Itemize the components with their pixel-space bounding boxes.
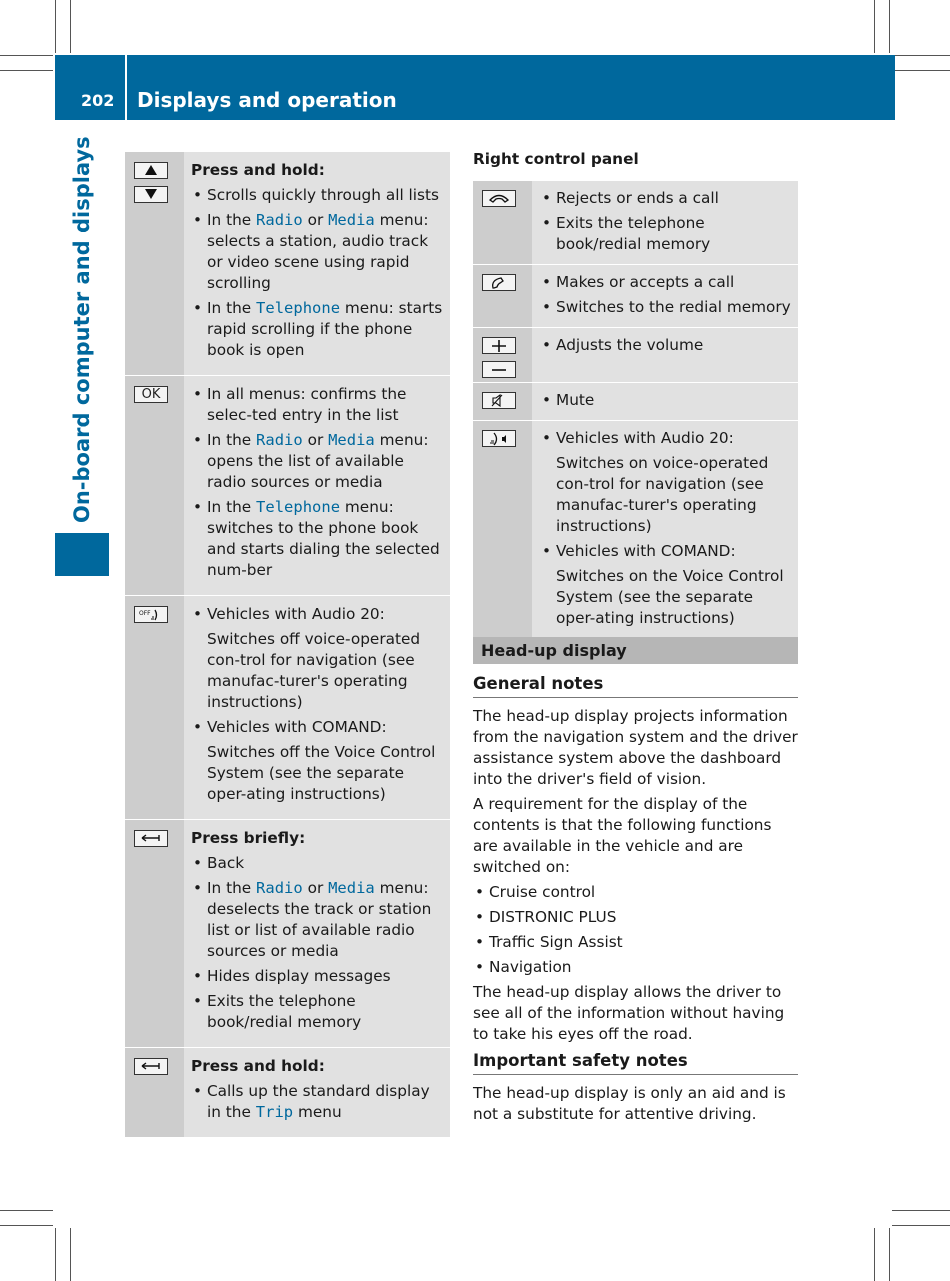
list-item: • Cruise control <box>473 882 801 903</box>
svg-text:OFF: OFF <box>139 610 151 617</box>
crop-mark <box>892 1225 950 1226</box>
row-heading: Press and hold: <box>191 161 325 179</box>
control-row <box>125 596 450 820</box>
list-item: • In all menus: confirms the selec-ted entry in the list <box>191 384 444 426</box>
list-item: • Traffic Sign Assist <box>473 932 801 953</box>
menu-name: Media <box>328 211 375 229</box>
chapter-tab-marker <box>55 533 109 576</box>
bullet-list <box>540 272 792 318</box>
end-call-key-icon <box>482 190 516 207</box>
crop-mark <box>874 0 875 53</box>
key-cell <box>125 1048 184 1137</box>
row-heading: Press briefly: <box>191 829 306 847</box>
bullet-list <box>191 853 444 1033</box>
control-row <box>473 383 798 421</box>
ok-key-icon: OK <box>134 386 168 403</box>
key-cell <box>125 596 184 819</box>
description-cell <box>184 376 450 595</box>
crop-mark <box>0 55 53 56</box>
paragraph: The head-up display is only an aid and is not a substitute for attentive driving. <box>473 1084 786 1123</box>
menu-name: Radio <box>256 211 303 229</box>
general-notes-heading: General notes <box>473 674 798 698</box>
safety-body <box>473 1083 801 1129</box>
list-item: • Exits the telephone book/redial memory <box>540 213 792 255</box>
key-cell <box>125 152 184 375</box>
crop-mark <box>70 1228 71 1281</box>
list-item: • In the Radio or Media menu: opens the list of available radio sources or media <box>191 430 444 493</box>
list-item: • Adjusts the volume <box>540 335 792 356</box>
back-key-icon <box>134 1058 168 1075</box>
menu-name: Media <box>328 431 375 449</box>
key-cell <box>125 376 184 595</box>
description-cell <box>184 152 450 375</box>
crop-mark <box>0 1210 53 1211</box>
description-cell <box>532 421 798 638</box>
description-cell <box>184 1048 450 1137</box>
list-item: • In the Radio or Media menu: deselects the track or station list or list of available radio sources or media <box>191 878 444 962</box>
menu-name: Radio <box>256 879 303 897</box>
bullet-list <box>191 1081 444 1123</box>
crop-mark <box>892 1210 950 1211</box>
crop-mark <box>874 1228 875 1281</box>
key-cell <box>473 265 532 327</box>
list-item: • Back <box>191 853 444 874</box>
crop-mark <box>0 70 53 71</box>
accept-call-key-icon <box>482 274 516 291</box>
bullet-list <box>540 335 792 356</box>
list-item: • In the Telephone menu: starts rapid scrolling if the phone book is open <box>191 298 444 361</box>
list-item: • Exits the telephone book/redial memory <box>191 991 444 1033</box>
safety-notes-heading: Important safety notes <box>473 1051 798 1075</box>
control-row <box>473 181 798 265</box>
chapter-tab-label: On-board computer and displays <box>70 136 94 523</box>
list-item: • DISTRONIC PLUS <box>473 907 801 928</box>
list-item: • Vehicles with COMAND: Switches off the Voice Control System (see the separate oper-ating instructions) <box>191 717 444 805</box>
description-cell <box>532 328 798 382</box>
bullet-detail: Switches off the Voice Control System (see the separate oper-ating instructions) <box>207 743 436 803</box>
menu-name: Radio <box>256 431 303 449</box>
crop-mark <box>892 70 950 71</box>
right-control-table <box>473 181 798 638</box>
control-row <box>125 376 450 596</box>
bullet-list <box>540 428 792 629</box>
description-cell <box>184 820 450 1047</box>
voice-control-on-key-icon <box>482 430 516 447</box>
list-item: • Calls up the standard display in the Trip menu <box>191 1081 444 1123</box>
hud-body <box>473 706 801 1049</box>
list-item: • Rejects or ends a call <box>540 188 792 209</box>
mute-key-icon <box>482 392 516 409</box>
crop-mark <box>892 55 950 56</box>
paragraph: The head-up display projects information from the navigation system and the driver assistance system above the dashboard into the driver's field of vision. <box>473 707 798 788</box>
list-item: • Hides display messages <box>191 966 444 987</box>
down-arrow-key-icon <box>134 186 168 203</box>
menu-name: Telephone <box>256 299 341 317</box>
crop-mark <box>0 1225 53 1226</box>
description-cell <box>184 596 450 819</box>
control-row <box>473 328 798 383</box>
list-item: • Scrolls quickly through all lists <box>191 185 444 206</box>
description-cell <box>532 181 798 264</box>
bullet-list <box>191 384 444 581</box>
list-item: • In the Telephone menu: switches to the phone book and starts dialing the selected num-ber <box>191 497 444 581</box>
bullet-detail: Switches on voice-operated con-trol for navigation (see manufac-turer's operating instructions) <box>556 454 769 535</box>
requirements-list <box>473 882 801 978</box>
crop-mark <box>55 1228 56 1281</box>
paragraph: The head-up display allows the driver to see all of the information without having to take his eyes off the road. <box>473 983 785 1043</box>
bullet-detail: Switches off voice-operated con-trol for navigation (see manufac-turer's operating instructions) <box>207 630 421 711</box>
left-control-table <box>125 152 450 1137</box>
paragraph: A requirement for the display of the contents is that the following functions are available in the vehicle and are switched on: <box>473 795 772 876</box>
right-panel-title: Right control panel <box>473 150 639 168</box>
list-item: • Vehicles with Audio 20: Switches on voice-operated con-trol for navigation (see manufac-turer's operating instructions) <box>540 428 792 537</box>
list-item: • Vehicles with COMAND: Switches on the Voice Control System (see the separate oper-ating instructions) <box>540 541 792 629</box>
menu-name: Media <box>328 879 375 897</box>
section-heading: Head-up display <box>473 637 798 664</box>
key-cell <box>473 181 532 264</box>
crop-mark <box>70 0 71 53</box>
crop-mark <box>55 0 56 53</box>
bullet-list <box>191 185 444 361</box>
menu-name: Telephone <box>256 498 341 516</box>
menu-name: Trip <box>255 1103 294 1121</box>
header-divider <box>125 55 127 120</box>
list-item: • Navigation <box>473 957 801 978</box>
row-heading: Press and hold: <box>191 1057 325 1075</box>
key-cell <box>473 328 532 382</box>
list-item: • Mute <box>540 390 792 411</box>
up-arrow-key-icon <box>134 162 168 179</box>
control-row <box>473 265 798 328</box>
page-title: Displays and operation <box>137 88 397 112</box>
bullet-detail: Switches on the Voice Control System (see the separate oper-ating instructions) <box>556 567 784 627</box>
crop-mark <box>889 1228 890 1281</box>
list-item: • Makes or accepts a call <box>540 272 792 293</box>
page-number: 202 <box>81 91 115 110</box>
control-row <box>125 820 450 1048</box>
back-key-icon <box>134 830 168 847</box>
list-item: • Vehicles with Audio 20: Switches off voice-operated con-trol for navigation (see manufac-turer's operating instructions) <box>191 604 444 713</box>
page-header <box>55 55 895 120</box>
volume-up-key-icon <box>482 337 516 354</box>
crop-mark <box>889 0 890 53</box>
description-cell <box>532 383 798 420</box>
bullet-list <box>540 390 792 411</box>
key-cell <box>473 383 532 420</box>
key-cell <box>125 820 184 1047</box>
key-cell <box>473 421 532 638</box>
volume-down-key-icon <box>482 361 516 378</box>
bullet-list <box>191 604 444 805</box>
list-item: • In the Radio or Media menu: selects a station, audio track or video scene using rapid scrolling <box>191 210 444 294</box>
list-item: • Switches to the redial memory <box>540 297 792 318</box>
control-row <box>473 421 798 638</box>
voice-control-off-key-icon <box>134 606 168 623</box>
control-row <box>125 152 450 376</box>
description-cell <box>532 265 798 327</box>
bullet-list <box>540 188 792 255</box>
control-row <box>125 1048 450 1137</box>
